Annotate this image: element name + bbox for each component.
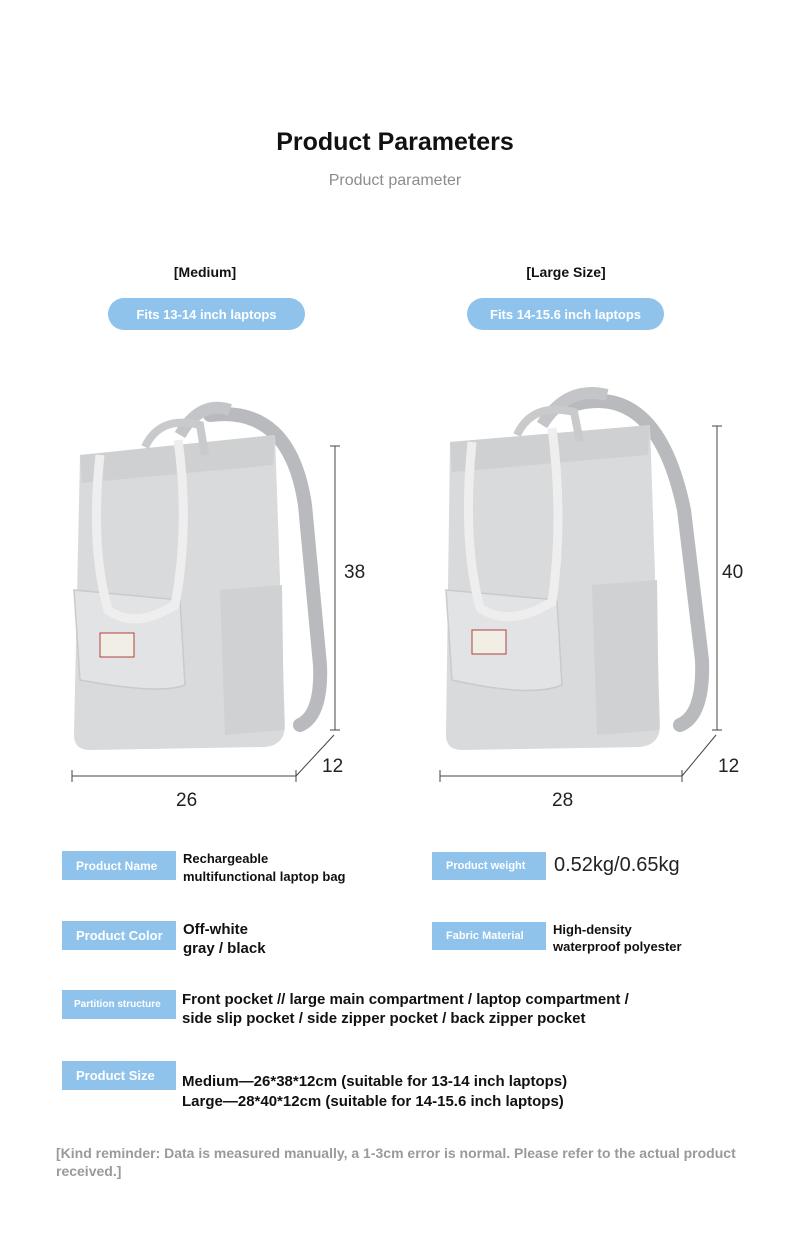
partition-structure-label: Partition structure [62,990,176,1019]
height-value-large: 40 [722,562,744,583]
fit-badge-medium: Fits 13-14 inch laptops [108,298,305,330]
product-color-label: Product Color [62,921,176,950]
page-title: Product Parameters [276,128,514,156]
size-label-medium: [Medium] [173,264,237,280]
product-name-label: Product Name [62,851,176,880]
width-value-large: 28 [552,790,574,811]
fabric-material-label: Fabric Material [432,922,546,950]
dimension-lines-medium [60,440,380,800]
fit-badge-large: Fits 14-15.6 inch laptops [467,298,664,330]
depth-value-medium: 12 [322,756,344,777]
kind-reminder-note: [Kind reminder: Data is measured manually, a 1-3cm error is normal. Please refer to the actual product received.] [56,1145,736,1179]
width-value-medium: 26 [176,790,198,811]
partition-structure-value: Front pocket // large main compartment / laptop compartment / side slip pocket / side zipper pocket / back zipper pocket [182,991,629,1027]
product-size-value: Medium—26*38*12cm (suitable for 13-14 inch laptops) Large—28*40*12cm (suitable for 14-15.6 inch laptops) [182,1073,568,1110]
product-size-label: Product Size [62,1061,176,1090]
page-subtitle: Product parameter [328,172,462,189]
size-label-large: [Large Size] [526,264,606,280]
product-name-value: Rechargeable multifunctional laptop bag [183,851,346,884]
product-weight-value: 0.52kg/0.65kg [554,854,680,876]
product-weight-label: Product weight [432,852,546,880]
product-color-value: Off-white gray / black [183,921,266,957]
depth-value-large: 12 [718,756,740,777]
dimension-lines-large [430,420,750,800]
fabric-material-value: High-density waterproof polyester [553,922,682,954]
height-value-medium: 38 [344,562,366,583]
